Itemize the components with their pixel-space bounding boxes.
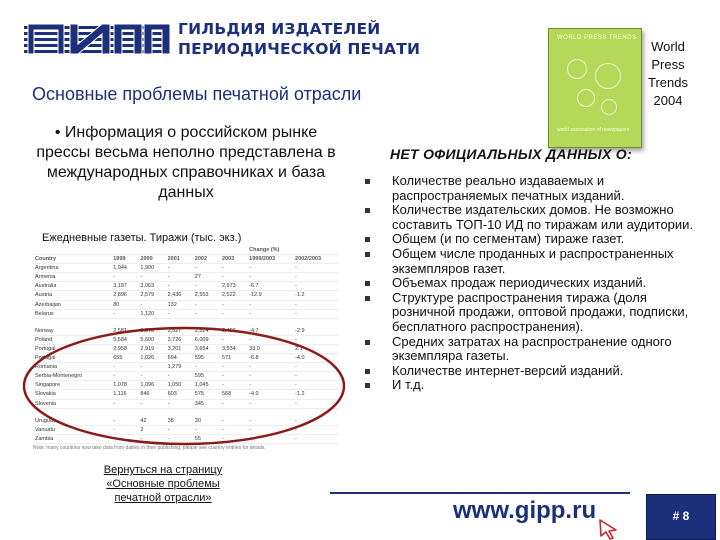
- table-cell: -: [247, 309, 293, 318]
- no-data-list-item: [365, 203, 695, 232]
- bullet-square-icon: [365, 281, 370, 286]
- table-cell: -: [220, 372, 247, 381]
- report-label-line: World: [651, 39, 685, 54]
- table-cell: 3,726: [166, 335, 193, 344]
- table-cell: -: [293, 363, 339, 372]
- logo-name-line: ПЕРИОДИЧЕСКОЙ ПЕЧАТИ: [178, 40, 421, 58]
- table-cell: 595: [193, 372, 220, 381]
- table-cell: -: [111, 399, 138, 408]
- no-data-list-item: [365, 174, 695, 203]
- no-data-list-item: [365, 232, 695, 247]
- table-cell-country: Argentina: [33, 264, 111, 273]
- table-cell: -: [247, 264, 293, 273]
- page-number-box: [646, 494, 716, 540]
- table-cell: 1,120: [138, 309, 165, 318]
- logo-name-line: ГИЛЬДИЯ ИЗДАТЕЛЕЙ: [178, 20, 381, 38]
- table-cell: -: [220, 363, 247, 372]
- cover-circle: [567, 59, 587, 79]
- back-link[interactable]: [74, 463, 252, 505]
- table-cell: 655: [111, 354, 138, 363]
- table-cell: -: [220, 273, 247, 282]
- table-column-header: 2001: [166, 255, 193, 264]
- table-column-header: 2002/2003: [293, 255, 339, 264]
- table-cell: 575: [193, 390, 220, 399]
- back-link-line[interactable]: «Основные проблемы: [106, 478, 220, 490]
- table-column-header: 1999/2003: [247, 255, 293, 264]
- table-cell: 571: [220, 354, 247, 363]
- gipp-logo-graphic: [22, 20, 172, 56]
- table-row: [33, 344, 339, 353]
- table-cell: -: [193, 425, 220, 434]
- table-cell: -: [138, 363, 165, 372]
- table-cell: 2.1: [293, 344, 339, 353]
- table-cell-country: Austria: [33, 291, 111, 300]
- table-cell: -: [166, 309, 193, 318]
- cover-circle: [595, 63, 621, 89]
- cursor-arrow-icon: [598, 518, 618, 540]
- logo: [22, 20, 172, 56]
- table-cell: 33.0: [247, 344, 293, 353]
- table-cell: 132: [166, 300, 193, 309]
- table-header-row: [33, 255, 339, 264]
- table-row: [33, 425, 339, 434]
- table-cell: 2,459: [220, 327, 247, 336]
- table-cell: -: [111, 434, 138, 443]
- table-cell: 3,654: [193, 344, 220, 353]
- left-bullet-text: • Информация о российском рынке прессы весьма неполно представлена в международных справочниках и база данных: [36, 124, 336, 201]
- website-url[interactable]: www.gipp.ru: [453, 497, 597, 524]
- table-column-header: Country: [33, 255, 111, 264]
- table-cell: -: [166, 273, 193, 282]
- table-header-row-top: [33, 246, 339, 255]
- back-link-line[interactable]: печатной отрасли»: [114, 492, 212, 504]
- report-cover-title: WORLD PRESS TRENDS: [557, 35, 637, 41]
- table-cell: -: [247, 399, 293, 408]
- table-cell: 38: [166, 417, 193, 426]
- table-column-header: 2002: [193, 255, 220, 264]
- table-cell-country: Singapore: [33, 381, 111, 390]
- no-data-item-text: Средних затратах на распространение одного экземпляра газеты.: [392, 333, 672, 364]
- bullet-square-icon: [365, 179, 370, 184]
- table-cell: 55: [193, 434, 220, 443]
- table-cell: 1,096: [138, 381, 165, 390]
- logo-name: [178, 19, 420, 59]
- table-cell: 2,527: [166, 327, 193, 336]
- no-data-item-text: Количестве реально издаваемых и распространяемых печатных изданий.: [392, 173, 625, 203]
- table-row: [33, 335, 339, 344]
- no-data-list-item: [365, 364, 695, 379]
- no-data-list-item: [365, 291, 695, 335]
- table-cell: 1,026: [138, 354, 165, 363]
- bullet-square-icon: [365, 237, 370, 242]
- table-cell: 30: [193, 417, 220, 426]
- table-cell: -: [138, 300, 165, 309]
- table-cell: -: [111, 372, 138, 381]
- table-cell: 1,050: [166, 381, 193, 390]
- table-cell: -: [166, 372, 193, 381]
- table-cell: 3,187: [111, 282, 138, 291]
- table-cell: 846: [138, 390, 165, 399]
- table-cell-country: Poland: [33, 335, 111, 344]
- table-cell: 2,958: [111, 344, 138, 353]
- table-cell: 345: [193, 399, 220, 408]
- table-row: [33, 264, 339, 273]
- bullet-square-icon: [365, 296, 370, 301]
- table-cell: -: [247, 372, 293, 381]
- no-data-list-item: [365, 247, 695, 276]
- table-cell: 1,116: [111, 390, 138, 399]
- table-cell: -: [166, 282, 193, 291]
- bullet-square-icon: [365, 252, 370, 257]
- table-cell: 5,600: [138, 335, 165, 344]
- table-cell: -: [293, 425, 339, 434]
- table-cell: -1.2: [293, 291, 339, 300]
- table-cell: 3,934: [220, 344, 247, 353]
- table-cell: -: [247, 300, 293, 309]
- table-cell-country: Belarus: [33, 309, 111, 318]
- table-cell: -: [293, 434, 339, 443]
- table-cell-country: Serbia-Montenegro: [33, 372, 111, 381]
- table-cell-country: Portugal: [33, 344, 111, 353]
- table-cell: 595: [193, 354, 220, 363]
- table-cell: -: [220, 335, 247, 344]
- table-cell: 1,900: [138, 264, 165, 273]
- table-cell: -: [293, 273, 339, 282]
- table-cell-country: Uruguay: [33, 417, 111, 426]
- report-cover-subtitle: world association of newspapers: [557, 127, 630, 133]
- table-cell-country: Armenia: [33, 273, 111, 282]
- table-cell: -: [193, 363, 220, 372]
- page-number: # 8: [672, 509, 690, 523]
- table-row: [33, 417, 339, 426]
- table-cell: -6.8: [247, 354, 293, 363]
- no-data-list: [365, 174, 695, 393]
- table-cell: 2,436: [166, 291, 193, 300]
- table-cell: 2,581: [111, 327, 138, 336]
- table-cell: 1,944: [111, 264, 138, 273]
- table-cell: -12.9: [247, 291, 293, 300]
- table-cell: -: [138, 434, 165, 443]
- table-cell: 1,045: [193, 381, 220, 390]
- table-cell: -4.7: [247, 327, 293, 336]
- no-data-heading: НЕТ ОФИЦИАЛЬНЫХ ДАННЫХ О:: [390, 146, 632, 162]
- table-row: [33, 300, 339, 309]
- bullet-square-icon: [365, 340, 370, 345]
- table-cell: -: [166, 434, 193, 443]
- table-cell: -: [247, 434, 293, 443]
- table-row: [33, 372, 339, 381]
- table-cell: -: [111, 425, 138, 434]
- table-cell: 1,078: [111, 381, 138, 390]
- table-cell: -: [220, 425, 247, 434]
- table-cell: 6,009: [193, 335, 220, 344]
- table-cell: -: [293, 309, 339, 318]
- table-row: [33, 309, 339, 318]
- table-cell: -4.0: [293, 354, 339, 363]
- bullet-square-icon: [365, 383, 370, 388]
- table-cell: -: [220, 264, 247, 273]
- table-row: [33, 363, 339, 372]
- table-cell: -: [247, 417, 293, 426]
- table-row: [33, 390, 339, 399]
- table-cell-country: Slovakia: [33, 390, 111, 399]
- cover-circle: [601, 99, 617, 115]
- table-cell: 2,522: [220, 291, 247, 300]
- table-cell: -4.0: [247, 390, 293, 399]
- table-cell: -: [220, 434, 247, 443]
- table-row: [33, 381, 339, 390]
- bullet-square-icon: [365, 208, 370, 213]
- table-cell: 2,524: [193, 327, 220, 336]
- no-data-item-text: И т.д.: [392, 377, 425, 393]
- table-cell: -: [138, 372, 165, 381]
- table-cell: -: [193, 300, 220, 309]
- table-column-header: 2003: [220, 255, 247, 264]
- table-cell-country: Australia: [33, 282, 111, 291]
- table-cell: -: [111, 417, 138, 426]
- table-cell: -: [247, 273, 293, 282]
- table-cell-country: Vanuatu: [33, 425, 111, 434]
- table-cell: 80: [111, 300, 138, 309]
- back-link-line[interactable]: Вернуться на страницу: [103, 464, 223, 476]
- table-cell: -: [220, 309, 247, 318]
- table-cell: -: [247, 335, 293, 344]
- circulation-table-grid: [33, 246, 339, 444]
- table-cell: 42: [138, 417, 165, 426]
- no-data-list-item: [365, 335, 695, 364]
- cover-circle: [577, 89, 595, 107]
- table-cell: -: [220, 381, 247, 390]
- bullet-square-icon: [365, 369, 370, 374]
- report-label-line: Press: [651, 57, 685, 72]
- table-cell: -: [138, 273, 165, 282]
- table-cell: -: [220, 399, 247, 408]
- no-data-item-text: Общем числе проданных и распространенных экземпляров газет.: [392, 245, 674, 276]
- table-cell: -: [166, 399, 193, 408]
- table-cell: 603: [166, 390, 193, 399]
- table-cell: -: [293, 282, 339, 291]
- no-data-list-item: [365, 276, 695, 291]
- table-cell: 2,553: [193, 291, 220, 300]
- table-cell: -: [293, 372, 339, 381]
- report-label-line: 2004: [653, 93, 683, 108]
- table-cell: -: [138, 399, 165, 408]
- table-cell-country: Romania: [33, 363, 111, 372]
- table-cell: -: [220, 417, 247, 426]
- table-cell: -1.2: [293, 390, 339, 399]
- no-data-list-item: [365, 378, 695, 393]
- table-cell: -: [247, 381, 293, 390]
- table-cell: -: [247, 425, 293, 434]
- table-cell: 2,578: [138, 327, 165, 336]
- table-column-header: 1999: [111, 255, 138, 264]
- table-cell: -: [193, 309, 220, 318]
- table-cell: -: [166, 425, 193, 434]
- table-cell: -: [111, 309, 138, 318]
- table-cell: -: [293, 399, 339, 408]
- table-gap-row: [33, 318, 339, 327]
- no-data-item-text: Объемах продаж периодических изданий.: [392, 275, 647, 291]
- no-data-item-text: Структуре распространения тиража (доля розничной продажи, оптовой продажи, подписки, бесплатного распространения).: [392, 289, 689, 334]
- table-cell: -: [111, 273, 138, 282]
- table-cell: 694: [166, 354, 193, 363]
- table-cell-country: Azerbaijan: [33, 300, 111, 309]
- circulation-table: [33, 246, 339, 460]
- table-cell: -: [193, 264, 220, 273]
- table-caption: Ежедневные газеты. Тиражи (тыс. экз.): [42, 232, 242, 244]
- footer-divider: [330, 492, 630, 494]
- table-cell: 2,579: [138, 291, 165, 300]
- table-cell: -: [293, 264, 339, 273]
- report-cover-image: [548, 28, 642, 148]
- table-cell: 5,584: [111, 335, 138, 344]
- no-data-item-text: Количестве интернет-версий изданий.: [392, 362, 624, 378]
- slide-title: Основные проблемы печатной отрасли: [32, 84, 362, 104]
- table-cell: 568: [220, 390, 247, 399]
- report-label: [640, 38, 696, 110]
- table-cell: 3,063: [138, 282, 165, 291]
- table-gap-row: [33, 408, 339, 417]
- table-cell: -: [293, 300, 339, 309]
- table-cell: -: [293, 335, 339, 344]
- no-data-item-text: Количестве издательских домов. Не возможно составить ТОП-10 ИД по тиражам или аудитории.: [392, 202, 694, 232]
- table-cell: -6.7: [247, 282, 293, 291]
- table-cell: -: [247, 363, 293, 372]
- no-data-item-text: Общем (и по сегментам) тираже газет.: [392, 231, 625, 247]
- table-cell-country: Slovenia: [33, 399, 111, 408]
- table-cell: 2,919: [138, 344, 165, 353]
- table-cell: 2,973: [220, 282, 247, 291]
- table-row: [33, 354, 339, 363]
- table-cell: 2,896: [111, 291, 138, 300]
- table-cell: 1,279: [166, 363, 193, 372]
- table-row: [33, 282, 339, 291]
- table-header-change: Change (%): [247, 246, 339, 255]
- table-row: [33, 291, 339, 300]
- table-cell-country: Portugal: [33, 354, 111, 363]
- table-row: [33, 434, 339, 443]
- table-row: [33, 273, 339, 282]
- table-column-header: 2000: [138, 255, 165, 264]
- report-label-line: Trends: [648, 75, 688, 90]
- table-cell: -2.9: [293, 327, 339, 336]
- table-cell: 27: [193, 273, 220, 282]
- table-cell: -: [193, 282, 220, 291]
- table-body: [33, 264, 339, 444]
- table-note: Note: many countries now take data from dailies in their publishing, please see country entries for details.: [33, 444, 266, 451]
- table-cell: -: [293, 381, 339, 390]
- table-row: [33, 399, 339, 408]
- table-cell: 2: [138, 425, 165, 434]
- table-cell: -: [293, 417, 339, 426]
- table-cell-country: Zambia: [33, 434, 111, 443]
- table-row: [33, 327, 339, 336]
- table-cell-country: Norway: [33, 327, 111, 336]
- table-cell: 3,201: [166, 344, 193, 353]
- table-cell: -: [111, 363, 138, 372]
- table-cell: -: [220, 300, 247, 309]
- table-cell: -: [166, 264, 193, 273]
